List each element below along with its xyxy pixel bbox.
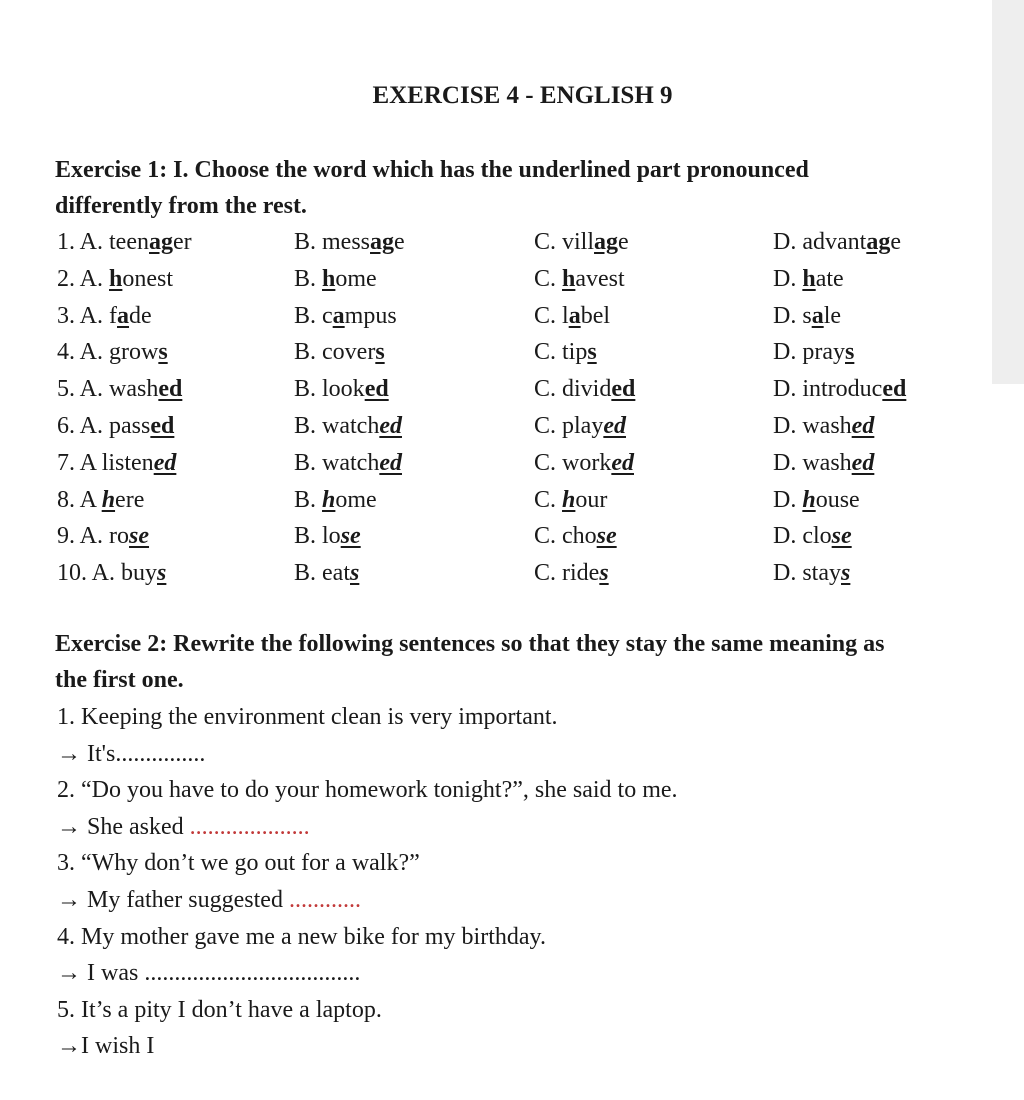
answer-prompt: I wish I — [81, 1033, 155, 1060]
option-a — [57, 371, 182, 407]
option-d — [773, 261, 844, 297]
underlined-part: s — [158, 339, 168, 366]
word-part: ride — [562, 560, 600, 587]
option-label: B. — [294, 229, 323, 255]
option-c — [534, 334, 597, 370]
answer-prompt: It's — [81, 740, 116, 767]
question-row — [0, 445, 990, 481]
word-part: watch — [322, 413, 380, 439]
option-b — [294, 408, 402, 444]
option-b — [294, 334, 385, 370]
rewrite-sentence: 3. “Why don’t we go out for a walk?” — [57, 850, 420, 877]
word-part: ere — [115, 486, 145, 513]
question-number: 4. A. — [57, 339, 110, 366]
word-part: introduc — [802, 376, 883, 403]
option-label: D. — [773, 486, 803, 513]
underlined-part: ag — [594, 229, 619, 255]
word-part: e — [618, 229, 629, 255]
option-label: B. — [294, 449, 323, 476]
underlined-part: s — [350, 560, 360, 587]
option-d — [773, 482, 860, 518]
question-row — [0, 482, 990, 518]
exercise2-heading-line2: the first one. — [55, 667, 184, 693]
underlined-part: ed — [379, 413, 402, 439]
word-part: e — [394, 229, 405, 255]
word-part: onest — [122, 265, 174, 292]
word-part: s — [802, 302, 812, 329]
answer-blank[interactable]: ............... — [115, 740, 206, 767]
exercise1-heading — [55, 152, 985, 224]
option-c — [534, 408, 626, 444]
rewrite-answer-line — [57, 955, 360, 991]
option-d — [773, 408, 874, 444]
option-b — [294, 298, 397, 334]
answer-blank[interactable]: .................... — [189, 813, 310, 840]
document-title: EXERCISE 4 - ENGLISH 9 — [372, 82, 673, 109]
arrow-icon: → — [57, 740, 81, 767]
word-part: wash — [802, 449, 852, 476]
word-part: lo — [322, 523, 341, 550]
option-label: C. — [534, 523, 563, 550]
exercise1-heading-line1: Exercise 1: I. Choose the word which has the underlined part pronounced — [55, 157, 809, 183]
answer-blank[interactable]: ............ — [288, 887, 361, 913]
underlined-part: ed — [851, 413, 875, 439]
rewrite-sentence: 5. It’s a pity I don’t have a laptop. — [57, 996, 382, 1023]
option-label: D. — [773, 449, 803, 476]
option-d — [773, 334, 854, 370]
option-b — [294, 371, 389, 407]
underlined-part: ed — [611, 449, 634, 476]
underlined-part: h — [109, 265, 123, 292]
option-a — [57, 518, 149, 554]
option-c — [534, 261, 625, 297]
word-part: buy — [121, 560, 158, 587]
word-part: listen — [101, 449, 154, 476]
rewrite-answer-line — [57, 882, 361, 918]
rewrite-sentence: 4. My mother gave me a new bike for my birthday. — [57, 923, 546, 950]
option-c — [534, 518, 617, 554]
underlined-part: se — [340, 523, 361, 550]
word-part: ome — [335, 486, 377, 513]
option-label: B. — [294, 486, 323, 513]
underlined-part: ed — [882, 376, 907, 403]
question-number: 8. A — [57, 486, 102, 513]
underlined-part: s — [599, 560, 609, 587]
word-part: l — [562, 302, 569, 329]
answer-prompt: My father suggested — [81, 887, 289, 913]
word-part: our — [575, 486, 608, 513]
option-label: C. — [534, 265, 563, 292]
option-a — [57, 408, 174, 444]
underlined-part: h — [802, 265, 816, 292]
word-part: stay — [802, 560, 842, 587]
underlined-part: a — [332, 302, 345, 329]
word-part: er — [173, 229, 192, 255]
underlined-part: ed — [851, 449, 875, 476]
option-label: C. — [534, 302, 563, 329]
word-part: advant — [802, 229, 867, 255]
option-label: D. — [773, 265, 803, 292]
word-part: ouse — [815, 486, 860, 513]
underlined-part: ag — [866, 229, 891, 255]
arrow-icon: → — [57, 887, 81, 913]
underlined-part: h — [322, 486, 336, 513]
question-row — [0, 334, 990, 370]
option-label: D. — [773, 229, 803, 255]
word-part: e — [890, 229, 901, 255]
option-label: D. — [773, 523, 803, 550]
option-label: B. — [294, 302, 323, 329]
word-part: ate — [815, 265, 844, 292]
option-label: C. — [534, 560, 563, 587]
underlined-part: h — [562, 265, 576, 292]
answer-prompt: I was — [81, 960, 145, 987]
underlined-part: ed — [603, 413, 626, 439]
option-a — [57, 261, 173, 297]
option-c — [534, 224, 629, 260]
underlined-part: ed — [158, 376, 183, 403]
word-part: de — [129, 302, 152, 329]
word-part: wash — [109, 376, 159, 403]
word-part: tip — [562, 339, 588, 366]
option-label: B. — [294, 376, 323, 403]
word-part: c — [322, 302, 333, 329]
question-number: 7. A — [57, 449, 102, 476]
rewrite-answer-line — [57, 809, 310, 845]
option-d — [773, 298, 841, 334]
word-part: clo — [802, 523, 832, 550]
question-row — [0, 408, 990, 444]
option-label: D. — [773, 302, 803, 329]
question-number: 2. A. — [57, 265, 110, 292]
option-a — [57, 298, 152, 334]
word-part: bel — [580, 302, 611, 329]
option-d — [773, 555, 850, 591]
word-part: ome — [335, 265, 377, 292]
question-row — [0, 298, 990, 334]
option-a — [57, 555, 166, 591]
option-label: B. — [294, 339, 323, 366]
option-c — [534, 371, 635, 407]
word-part: teen — [109, 229, 149, 255]
word-part: pass — [109, 413, 151, 439]
option-b — [294, 518, 361, 554]
option-label: B. — [294, 560, 323, 587]
scrollbar-track[interactable] — [992, 0, 1024, 384]
option-label: C. — [534, 413, 563, 439]
word-part: wash — [802, 413, 852, 439]
question-number: 5. A. — [57, 376, 110, 403]
option-label: B. — [294, 413, 323, 439]
underlined-part: ed — [611, 376, 636, 403]
question-row — [0, 261, 990, 297]
underlined-part: h — [802, 486, 816, 513]
exercise2-heading — [55, 626, 985, 698]
rewrite-sentence: 2. “Do you have to do your homework tonight?”, she said to me. — [57, 777, 678, 804]
underlined-part: s — [157, 560, 167, 587]
underlined-part: s — [587, 339, 597, 366]
word-part: cover — [322, 339, 376, 366]
option-c — [534, 555, 609, 591]
option-a — [57, 334, 168, 370]
option-label: D. — [773, 376, 803, 403]
question-number: 9. A. — [57, 523, 110, 550]
question-number: 3. A. — [57, 302, 110, 329]
option-d — [773, 224, 901, 260]
word-part: watch — [322, 449, 380, 476]
word-part: grow — [109, 339, 159, 366]
underlined-part: ag — [149, 229, 173, 255]
underlined-part: ed — [153, 449, 177, 476]
underlined-part: ed — [364, 376, 389, 403]
option-c — [534, 482, 607, 518]
option-a — [57, 224, 192, 260]
underlined-part: ed — [150, 413, 175, 439]
question-row — [0, 371, 990, 407]
underlined-part: s — [845, 339, 855, 366]
question-number: 10. A. — [57, 560, 122, 587]
option-c — [534, 298, 610, 334]
question-number: 1. A. — [57, 229, 110, 255]
word-part: work — [562, 449, 612, 476]
rewrite-answer-line — [57, 736, 205, 772]
word-part: avest — [575, 265, 625, 292]
question-number: 6. A. — [57, 413, 110, 439]
word-part: pray — [802, 339, 845, 366]
option-b — [294, 555, 359, 591]
word-part: look — [322, 376, 365, 403]
arrow-icon: → — [57, 960, 81, 987]
option-label: D. — [773, 413, 803, 439]
word-part: vill — [562, 229, 595, 255]
exercise2-heading-line1: Exercise 2: Rewrite the following sentences so that they stay the same meaning as — [55, 631, 885, 657]
underlined-part: h — [322, 265, 336, 292]
underlined-part: s — [841, 560, 851, 587]
underlined-part: se — [831, 523, 852, 550]
option-c — [534, 445, 634, 481]
exercise1-heading-line2: differently from the rest. — [55, 193, 307, 219]
option-label: C. — [534, 486, 563, 513]
option-d — [773, 445, 874, 481]
underlined-part: se — [596, 523, 617, 550]
option-b — [294, 261, 377, 297]
option-d — [773, 518, 852, 554]
rewrite-sentence: 1. Keeping the environment clean is very important. — [57, 704, 558, 730]
question-row — [0, 555, 990, 591]
answer-prompt: She asked — [81, 813, 190, 840]
word-part: divid — [562, 376, 612, 403]
word-part: mpus — [344, 302, 397, 329]
arrow-icon: → — [57, 813, 81, 840]
underlined-part: se — [129, 523, 150, 550]
option-label: C. — [534, 376, 563, 403]
underlined-part: ed — [379, 449, 402, 476]
underlined-part: s — [375, 339, 385, 366]
option-a — [57, 482, 144, 518]
option-label: C. — [534, 449, 563, 476]
answer-blank[interactable]: .................................... — [144, 960, 361, 987]
option-b — [294, 482, 377, 518]
word-part: f — [109, 302, 118, 329]
word-part: play — [562, 413, 604, 439]
option-label: D. — [773, 560, 803, 587]
word-part: cho — [562, 523, 597, 550]
word-part: eat — [322, 560, 350, 587]
rewrite-answer-line — [57, 1028, 154, 1064]
underlined-part: h — [562, 486, 576, 513]
word-part: ro — [109, 523, 130, 550]
question-row — [0, 518, 990, 554]
question-row — [0, 224, 990, 260]
underlined-part: a — [117, 302, 130, 329]
option-d — [773, 371, 906, 407]
underlined-part: ag — [370, 229, 395, 255]
option-label: C. — [534, 339, 563, 366]
option-label: C. — [534, 229, 563, 255]
word-part: le — [823, 302, 842, 329]
option-label: B. — [294, 523, 323, 550]
arrow-icon: → — [57, 1033, 81, 1060]
option-label: D. — [773, 339, 803, 366]
underlined-part: a — [811, 302, 824, 329]
option-label: B. — [294, 265, 323, 292]
underlined-part: a — [568, 302, 581, 329]
option-a — [57, 445, 176, 481]
underlined-part: h — [101, 486, 116, 513]
option-b — [294, 224, 405, 260]
option-b — [294, 445, 402, 481]
word-part: mess — [322, 229, 371, 255]
